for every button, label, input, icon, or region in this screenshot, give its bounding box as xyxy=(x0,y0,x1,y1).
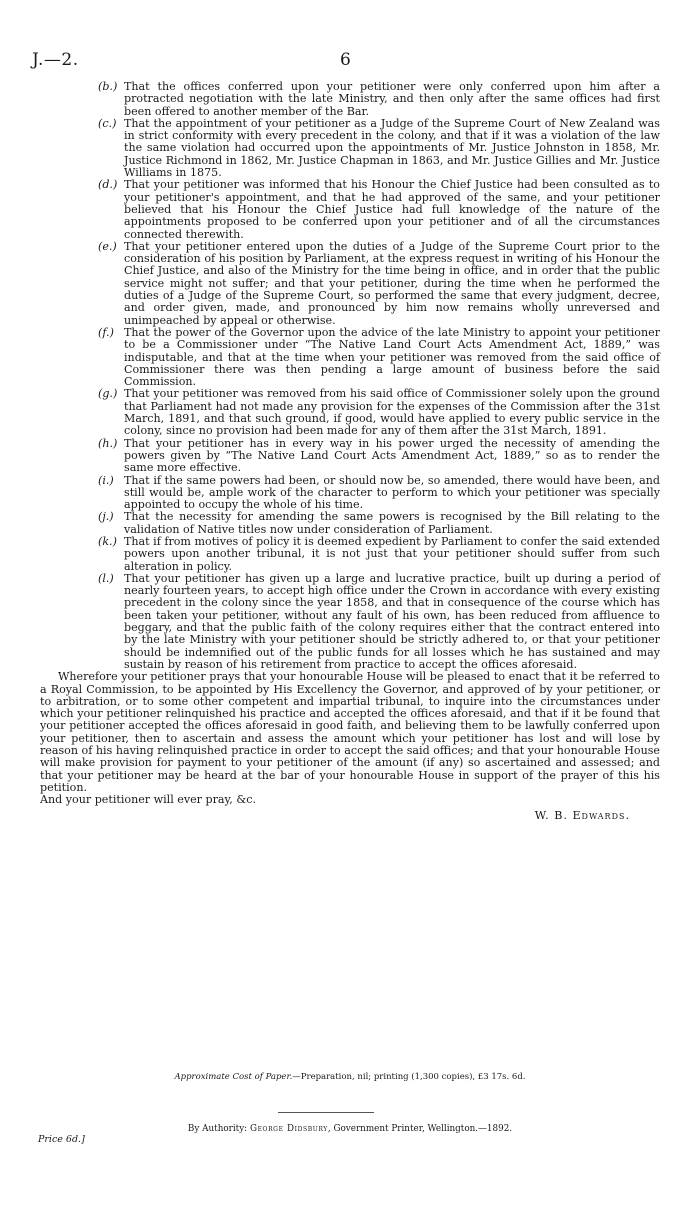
footer-divider xyxy=(278,1112,374,1113)
clause-text: That the appointment of your petitioner as a Judge of the Supreme Court of New Zealand was in strict conformity with every precedent in the colony, and that if it was a violation of the law the same violation had occurred upon the appointments of Mr. Justice Johnston in 1858, Mr. Justice Richmond in 1862, Mr. Justice Chapman in 1863, and Mr. Justice Gillies and Mr. Justice Williams in 1875. xyxy=(124,116,660,180)
clause-e xyxy=(98,239,660,327)
clause-label: (d.) xyxy=(98,178,118,192)
clause-text: That the necessity for amending the same powers is recognised by the Bill relating to the validation of Native titles now under consideration of Parliament. xyxy=(124,510,660,536)
closing-line: And your petitioner will ever pray, &c. xyxy=(40,793,256,807)
page-header xyxy=(0,50,700,74)
clause-c xyxy=(98,116,660,180)
prayer-paragraph: Wherefore your petitioner prays that your honourable House will be pleased to enact that it be referred to a Royal Commission, to be appointed by His Excellency the Governor, and approved of by your petitioner, or to arbitration, or to some other competent and impartial tribunal, to inquire into the circumstances under which your petitioner relinquished his practice and accepted the offices aforesaid, and that if it be found that your petitioner accepted the offices aforesaid in good faith, and believing them to be lawfully conferred upon your petitioner, then to ascertain and assess the amount which your petitioner has lost and will lose by reason of his having relinquished practice in order to accept the said offices; and that your honourable House will make provision for payment to your petitioner of the amount (if any) so ascertained and assessed; and that your petitioner may be heard at the bar of your honourable House in support of the prayer of this his petition. xyxy=(40,670,660,794)
clause-text: That your petitioner entered upon the duties of a Judge of the Supreme Court prior to the consideration of his position by Parliament, at the express request in writing of his Honour the Chief Justice, and also of the Ministry for the time being in office, and in order that the public service might not suffer; and that your petitioner, during the time when he performed the duties of a Judge of the Supreme Court, so performed the same that every judgment, decree, and order given, made, and pronounced by him now remains wholly unreversed and unimpeached by appeal or otherwise. xyxy=(124,239,660,327)
clause-label: (b.) xyxy=(98,80,118,93)
clause-label: (e.) xyxy=(98,239,117,253)
clause-text: That your petitioner was informed that his Honour the Chief Justice had been consulted as to your petitioner's appointment, and that he had approved of the same, and your petitioner believed that his Honour the Chief Justice had full knowledge of the nature of the appointments proposed to be conferred upon your petitioner and of all the circumstances connected therewith. xyxy=(124,178,660,241)
authority-prefix: By Authority: xyxy=(187,1124,248,1134)
clause-label: (c.) xyxy=(98,116,117,130)
price-label: Price 6d.] xyxy=(38,1134,85,1145)
clause-label: (l.) xyxy=(98,571,114,585)
clause-i xyxy=(98,473,660,512)
cost-of-paper xyxy=(0,1072,700,1082)
clause-f xyxy=(98,325,660,389)
clause-j xyxy=(98,510,660,536)
clause-label: (j.) xyxy=(98,510,114,524)
printer-name: George Didsbury xyxy=(249,1124,328,1134)
clause-label: (i.) xyxy=(98,473,114,487)
authority-suffix: , Government Printer, Wellington.—1892. xyxy=(327,1124,513,1134)
clause-l xyxy=(98,571,660,671)
clause-text: That your petitioner has given up a large and lucrative practice, built up during a period of nearly fourteen years, to accept high office under the Crown in accordance with every existing precedent in the colony since the year 1858, and that in consequence of the course which has been taken your petitioner, without any fault of his own, has been reduced from affluence to beggary, and that the public faith of the colony requires either that the contract entered into by the late Ministry with your petitioner should be strictly adhered to, or that your petitioner should be indemnified out of the public funds for all losses which he has sustained and may sustain by reason of his retirement from practice to accept the offices aforesaid. xyxy=(124,571,660,671)
clause-h xyxy=(98,436,660,475)
clause-text: That your petitioner was removed from his said office of Commissioner solely upon the ground that Parliament had not made any provision for the expenses of the Commission after the 31st March, 1891, and that such ground, if good, would have applied to every public service in the colony, since no provision had been made for any of them after the 31st March, 1891. xyxy=(124,387,660,438)
petition-body xyxy=(0,81,700,823)
cost-label: Approximate Cost of Paper. xyxy=(174,1072,293,1082)
signature: W. B. Edwards. xyxy=(534,808,630,822)
printer-authority xyxy=(0,1124,700,1134)
clause-label: (h.) xyxy=(98,436,118,450)
clause-label: (f.) xyxy=(98,325,114,339)
clause-k xyxy=(98,534,660,573)
clause-text: That the power of the Governor upon the advice of the late Ministry to appoint your petitioner to be a Commissioner under “The Native Land Court Acts Amendment Act, 1889,” was indisputable, and that at the time when your petitioner was removed from the said office of Commissioner there was then pending a large amount of business before the said Commission. xyxy=(124,325,660,389)
page-reference: J.—2. xyxy=(32,50,79,70)
clause-label: (g.) xyxy=(98,387,118,401)
clause-text: That if from motives of policy it is deemed expedient by Parliament to confer the said extended powers upon another tribunal, it is not just that your petitioner should suffer from such alteration in policy. xyxy=(124,534,660,573)
clause-d xyxy=(98,178,660,241)
clause-label: (k.) xyxy=(98,534,117,548)
clause-b xyxy=(98,80,660,118)
page-number: 6 xyxy=(340,50,351,70)
clause-text: That the offices conferred upon your petitioner were only conferred upon him after a protracted negotiation with the late Ministry, and then only after the same offices had first been offered to another member of the Bar. xyxy=(124,80,660,118)
clause-g xyxy=(98,387,660,438)
clause-text: That if the same powers had been, or should now be, so amended, there would have been, and still would be, ample work of the character to perform to which your petitioner was specially appointed to occupy the whole of his time. xyxy=(124,473,660,512)
cost-text: —Preparation, nil; printing (1,300 copies), £3 17s. 6d. xyxy=(292,1072,526,1082)
clause-text: That your petitioner has in every way in his power urged the necessity of amending the powers given by “The Native Land Court Acts Amendment Act, 1889,” so as to render the same more effective. xyxy=(124,436,660,475)
